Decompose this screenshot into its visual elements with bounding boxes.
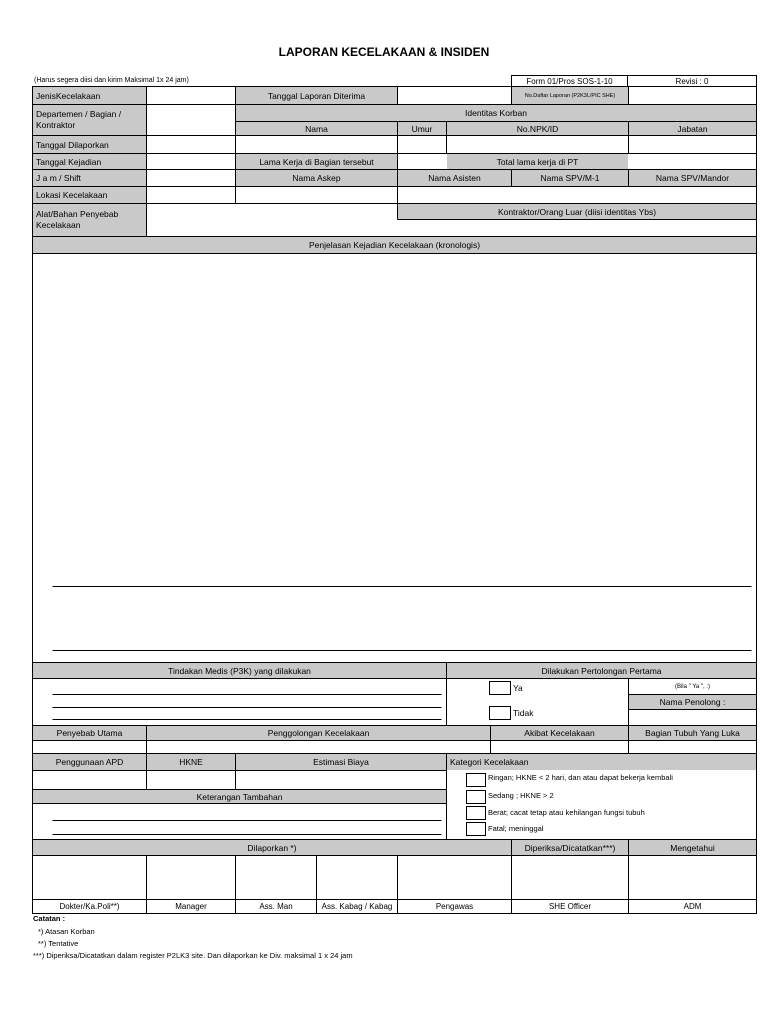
kategori-berat-checkbox[interactable] [466, 806, 486, 820]
jenis-kecelakaan-field[interactable] [147, 87, 235, 104]
label-mengetahui: Mengetahui [629, 840, 756, 855]
label-tanggal-laporan-diterima: Tanggal Laporan Diterima [236, 87, 397, 104]
ya-checkbox[interactable] [489, 681, 511, 695]
col-penyebab-utama: Penyebab Utama [33, 726, 146, 740]
catatan-heading: Catatan : [33, 914, 66, 923]
col-bagian-tubuh: Bagian Tubuh Yang Luka [629, 726, 756, 740]
label-nama-penolong: Nama Penolong : [629, 695, 756, 709]
kategori-ringan-label: Ringan; HKNE < 2 hari, dan atau dapat bekerja kembali [488, 773, 673, 782]
col-nama-spv-mandor: Nama SPV/Mandor [629, 170, 756, 186]
kategori-sedang-checkbox[interactable] [466, 790, 486, 804]
catatan-item-2: **) Tentative [38, 939, 79, 948]
col-no-npk: No.NPK/ID [447, 122, 628, 135]
col-jabatan: Jabatan [629, 122, 756, 135]
signatory-dokter: Dokter/Ka.Poli**) [59, 902, 120, 911]
tidak-checkbox[interactable] [489, 706, 511, 720]
label-lama-kerja-bagian: Lama Kerja di Bagian tersebut [236, 154, 397, 169]
col-nama-askep: Nama Askep [236, 170, 397, 186]
col-estimasi-biaya: Estimasi Biaya [236, 754, 446, 770]
form-number: Form 01/Pros SOS-1-10 [526, 76, 613, 86]
bila-ya-note: (Bila " Ya ", :) [674, 683, 711, 690]
top-note: (Harus segera diisi dan kirim Maksimal 1x 24 jam) [34, 77, 189, 84]
label-tanggal-dilaporkan: Tanggal Dilaporkan [33, 136, 146, 153]
label-alat-bahan: Alat/Bahan Penyebab Kecelakaan [33, 204, 146, 236]
col-nama: Nama [236, 122, 397, 135]
label-tanggal-kejadian: Tanggal Kejadian [33, 154, 146, 169]
kategori-fatal-label: Fatal; meninggal [488, 824, 544, 833]
col-umur: Umur [398, 122, 446, 135]
ya-label: Ya [513, 683, 523, 693]
label-no-daftar-laporan: No.Daftar Laporan (P2K3L/PIC SHE) [512, 87, 628, 104]
tidak-label: Tidak [513, 708, 534, 718]
signatory-she-officer: SHE Officer [548, 902, 592, 911]
label-identitas-korban: Identitas Korban [236, 105, 756, 121]
col-hkne: HKNE [147, 754, 235, 770]
no-daftar-laporan-field[interactable] [629, 87, 756, 104]
col-penggolongan: Penggolongan Kecelakaan [147, 726, 490, 740]
label-total-lama-kerja: Total lama kerja di PT [447, 154, 628, 169]
revision-number: Revisi : 0 [675, 76, 709, 86]
label-jam-shift: J a m / Shift [33, 170, 146, 186]
col-nama-spv-m1: Nama SPV/M-1 [512, 170, 628, 186]
page-title: LAPORAN KECELAKAAN & INSIDEN [278, 45, 490, 59]
label-lokasi-kecelakaan: Lokasi Kecelakaan [33, 187, 146, 203]
kronologis-text-area[interactable] [33, 254, 756, 662]
col-akibat: Akibat Kecelakaan [491, 726, 628, 740]
kategori-ringan-checkbox[interactable] [466, 773, 486, 787]
kategori-fatal-checkbox[interactable] [466, 822, 486, 836]
signatory-adm: ADM [683, 902, 702, 911]
label-kontraktor-luar: Kontraktor/Orang Luar (diisi identitas Ybs) [398, 204, 756, 219]
label-kategori: Kategori Kecelakaan [447, 754, 756, 770]
signatory-manager: Manager [175, 902, 207, 911]
label-jenis-kecelakaan: JenisKecelakaan [33, 87, 146, 104]
kategori-berat-label: Berat; cacat tetap atau kehilangan fungsi tubuh [488, 808, 645, 817]
col-penggunaan-apd: Penggunaan APD [33, 754, 146, 770]
col-nama-asisten: Nama Asisten [398, 170, 511, 186]
signatory-pengawas: Pengawas [435, 902, 474, 911]
signatory-kabag: Ass. Kabag / Kabag [321, 902, 393, 911]
tanggal-laporan-diterima-field[interactable] [398, 87, 511, 104]
label-departemen: Departemen / Bagian / Kontraktor [33, 105, 146, 135]
catatan-item-3: ***) Diperiksa/Dicatatkan dalam register P2LK3 site. Dan dilaporkan ke Div. maksimal 1 x 24 jam [33, 951, 353, 960]
label-keterangan-tambahan: Keterangan Tambahan [33, 790, 446, 803]
label-diperiksa: Diperiksa/Dicatatkan***) [512, 840, 628, 855]
kategori-sedang-label: Sedang ; HKNE > 2 [488, 791, 554, 800]
label-penjelasan-kronologis: Penjelasan Kejadian Kecelakaan (kronologis) [33, 237, 756, 253]
signatory-ass-man: Ass. Man [259, 902, 293, 911]
label-tindakan-medis: Tindakan Medis (P3K) yang dilakukan [33, 663, 446, 678]
catatan-item-1: *) Atasan Korban [38, 927, 95, 936]
label-dilakukan-pertolongan: Dilakukan Pertolongan Pertama [447, 663, 756, 678]
label-dilaporkan: Dilaporkan *) [33, 840, 511, 855]
